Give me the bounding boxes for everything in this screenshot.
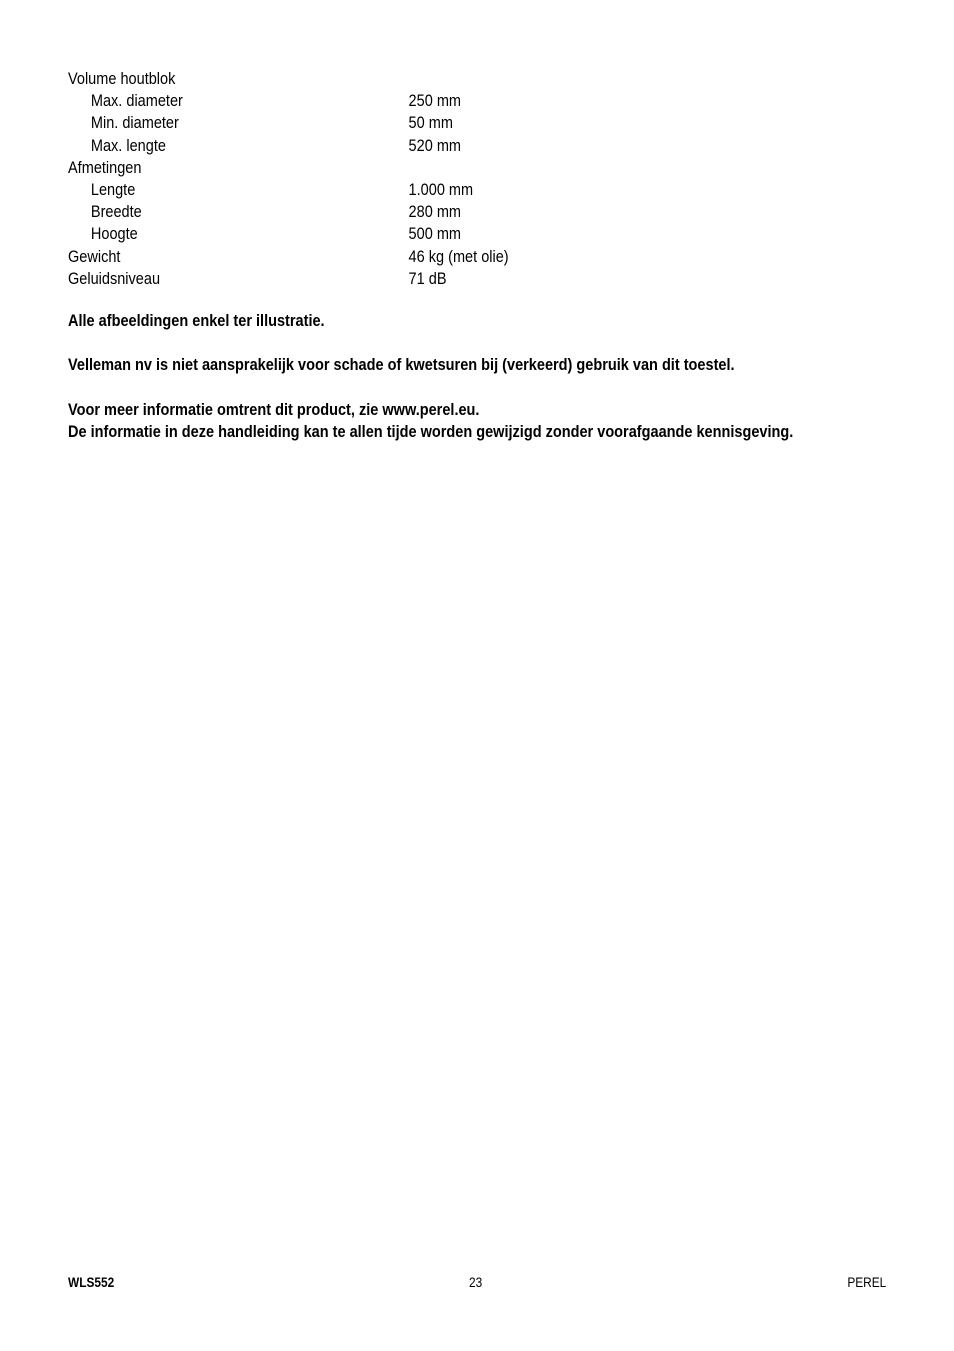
spec-value: 71 dB [408,269,447,288]
page-footer [0,1273,954,1293]
footer-model: WLS552 [68,1275,115,1290]
footer-page-number: 23 [469,1275,483,1290]
spec-label: Afmetingen [68,158,142,177]
more-info-note: Voor meer informatie omtrent dit product, zie www.perel.eu. [68,400,480,419]
spec-value: 46 kg (met olie) [408,247,509,266]
footer-brand: PEREL [847,1275,886,1290]
spec-value: 520 mm [408,136,462,155]
liability-note: Velleman nv is niet aansprakelijk voor schade of kwetsuren bij (verkeerd) gebruik van dit toestel. [68,356,735,375]
spec-value: 280 mm [408,203,462,222]
spec-row-dimensions [68,157,596,179]
spec-value: 250 mm [408,92,462,111]
spec-label: Geluidsniveau [68,269,161,288]
spec-row-length [68,179,596,201]
spec-label: Gewicht [68,247,121,266]
spec-row-min-diameter [68,112,596,134]
spec-value: 500 mm [408,225,462,244]
notes-section [68,310,913,443]
spec-value: 1.000 mm [408,180,474,199]
spec-label: Volume houtblok [68,70,176,88]
spec-label: Lengte [90,180,136,199]
spec-label: Min. diameter [90,114,179,133]
changes-note: De informatie in deze handleiding kan te allen tijde worden gewijzigd zonder voorafgaande kennisgeving. [68,422,794,441]
spec-label: Max. lengte [90,136,166,155]
spec-label: Breedte [90,203,142,222]
spec-row-noise-level [68,268,596,290]
spec-value: 50 mm [408,114,453,133]
spec-label: Max. diameter [90,92,183,111]
spec-row-weight [68,246,596,268]
spec-row-log-volume [68,68,596,90]
illustration-note: Alle afbeeldingen enkel ter illustratie. [68,312,325,330]
spec-table [68,68,596,290]
spec-row-max-diameter [68,90,596,112]
spec-row-max-length [68,135,596,157]
spec-label: Hoogte [90,225,138,244]
spec-row-width [68,201,596,223]
spec-row-height [68,223,596,245]
